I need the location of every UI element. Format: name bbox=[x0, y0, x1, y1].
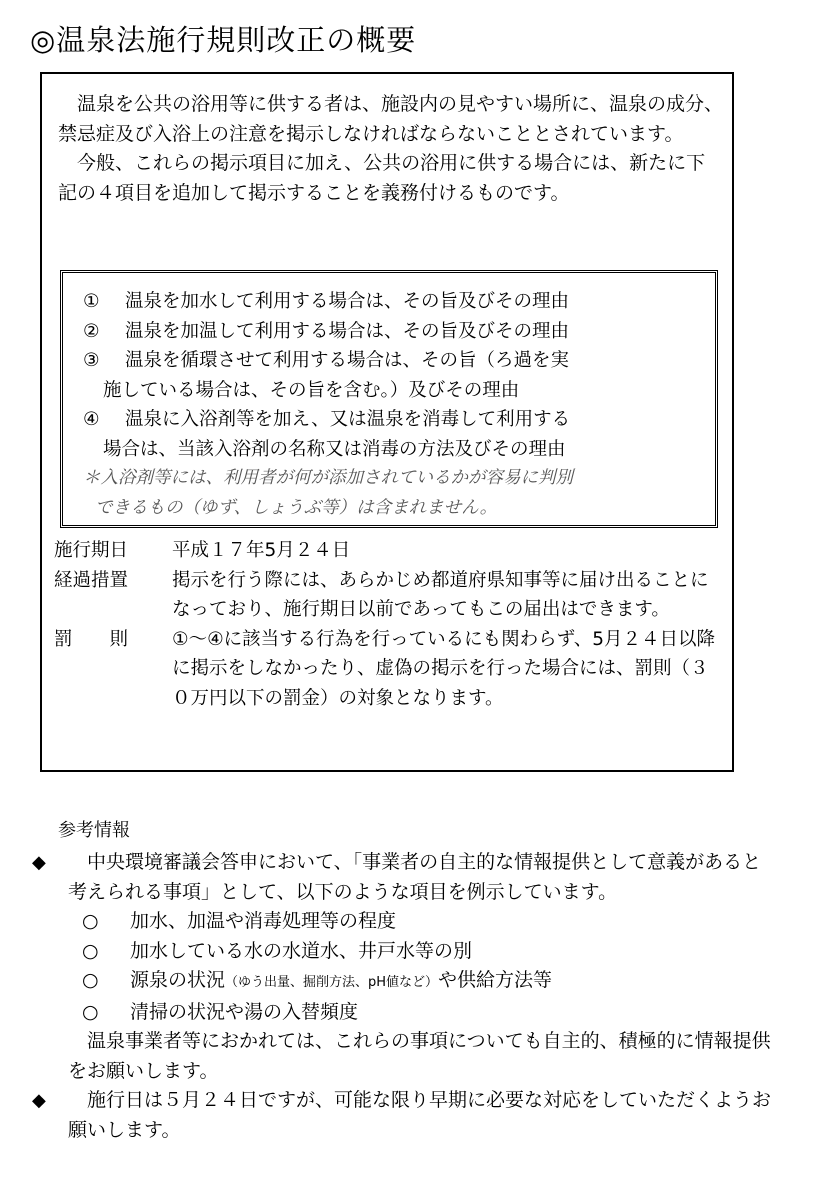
reference-section bbox=[32, 817, 772, 1145]
note-line-1: ＊入浴剤等には、利用者が何が添加されているかが容易に判別 bbox=[83, 468, 573, 488]
definition-term: 施行期日 bbox=[54, 540, 129, 561]
circle-bullet-icon: ○ bbox=[82, 939, 99, 962]
reference-subitem bbox=[32, 937, 772, 967]
item-text: 温泉に入浴剤等を加え、又は温泉を消毒して利用する bbox=[125, 409, 571, 430]
bullet-text: 中央環境審議会答申において、「事業者の自主的な情報提供として意義があると考えられる事項」として、以下のような項目を例示しています。 bbox=[68, 851, 762, 903]
subitem-text: 清掃の状況や湯の入替頻度 bbox=[130, 1000, 359, 1023]
diamond-bullet-icon: ◆ bbox=[32, 852, 46, 873]
bullet-text: 施行日は５月２４日ですが、可能な限り早期に必要な対応をしていただくようお願いします。 bbox=[68, 1089, 772, 1141]
subitem-text: 加水している水の水道水、井戸水等の別 bbox=[130, 939, 473, 962]
definition-desc: 掲示を行う際には、あらかじめ都道府県知事等に届け出ることになっており、施行期日以前であってもこの届出はできます。 bbox=[172, 569, 709, 620]
definition-effective-date bbox=[54, 536, 726, 566]
reference-heading: 参考情報 bbox=[58, 820, 130, 841]
reference-bullet-1 bbox=[32, 848, 772, 907]
page-title: ◎温泉法施行規則改正の概要 bbox=[30, 23, 417, 57]
subitem-text: 源泉の状況（ゆう出量、掘削方法、pH値など）や供給方法等 bbox=[130, 969, 553, 991]
definition-desc: 平成１７年5月２４日 bbox=[172, 540, 351, 561]
item-4-continued: 場合は、当該入浴剤の名称又は消毒の方法及びその理由 bbox=[103, 438, 566, 460]
note-line-2: できるもの（ゆず、しょうぶ等）は含まれません。 bbox=[95, 497, 498, 518]
item-number: ③ bbox=[83, 350, 100, 371]
reference-subitem bbox=[32, 998, 772, 1028]
definition-desc: ①～④に該当する行為を行っているにも関わらず、5月２４日以降に掲示をしなかったり、虚偽の掲示を行った場合には、罰則（３０万円以下の罰金）の対象となります。 bbox=[172, 628, 715, 709]
item-text: 温泉を循環させて利用する場合は、その旨（ろ過を実 bbox=[125, 350, 570, 371]
definitions bbox=[54, 536, 726, 713]
item-4 bbox=[73, 405, 709, 435]
definition-penalty bbox=[54, 625, 726, 714]
diamond-bullet-icon: ◆ bbox=[32, 1090, 46, 1111]
items-box bbox=[60, 270, 718, 528]
item-3 bbox=[73, 346, 709, 376]
definition-term: 経過措置 bbox=[54, 569, 129, 591]
item-number: ④ bbox=[83, 409, 100, 430]
circle-bullet-icon: ○ bbox=[82, 969, 99, 991]
reference-bullet-2 bbox=[32, 1086, 772, 1145]
reference-subitem bbox=[32, 966, 772, 998]
reference-followup: 温泉事業者等におかれては、これらの事項についても自主的、積極的に情報提供をお願いします。 bbox=[68, 1030, 771, 1082]
definition-term: 罰 則 bbox=[54, 628, 129, 650]
item-number: ② bbox=[83, 320, 100, 342]
item-text: 温泉を加水して利用する場合は、その旨及びその理由 bbox=[125, 291, 570, 312]
reference-subitem bbox=[32, 907, 772, 937]
item-2 bbox=[73, 317, 709, 347]
intro-paragraph-1: 温泉を公共の浴用等に供する者は、施設内の見やすい場所に、温泉の成分、禁忌症及び入浴上の注意を掲示しなければならないこととされています。 bbox=[58, 93, 724, 145]
item-1 bbox=[73, 287, 709, 317]
item-text: 温泉を加温して利用する場合は、その旨及びその理由 bbox=[125, 320, 570, 342]
intro-paragraph-2: 今般、これらの掲示項目に加え、公共の浴用に供する場合には、新たに下記の４項目を追加して掲示することを義務付けるものです。 bbox=[58, 152, 706, 204]
item-3-continued: 施している場合は、その旨を含む。）及びその理由 bbox=[103, 379, 520, 401]
definition-transition bbox=[54, 566, 726, 625]
circle-bullet-icon: ○ bbox=[82, 1000, 99, 1023]
item-number: ① bbox=[83, 291, 100, 312]
subitem-text: 加水、加温や消毒処理等の程度 bbox=[130, 910, 397, 932]
summary-box bbox=[40, 72, 734, 772]
intro-text bbox=[58, 90, 724, 208]
circle-bullet-icon: ○ bbox=[82, 910, 99, 932]
